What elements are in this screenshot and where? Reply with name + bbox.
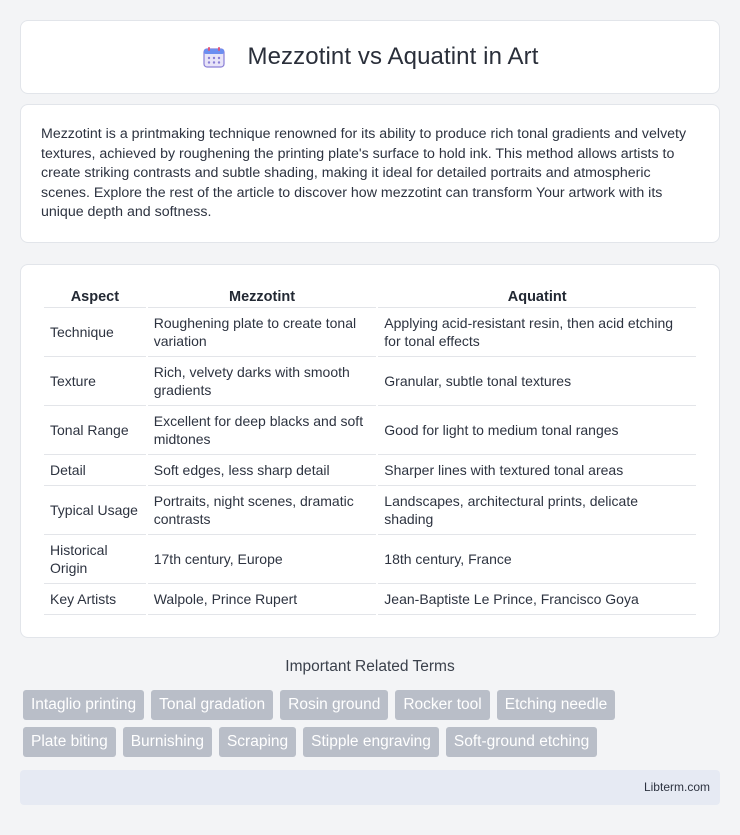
table-cell: Typical Usage [44, 486, 146, 535]
table-header: Mezzotint [148, 283, 377, 308]
table-cell: Granular, subtle tonal textures [378, 357, 696, 406]
table-cell: Jean-Baptiste Le Prince, Francisco Goya [378, 584, 696, 615]
table-header: Aquatint [378, 283, 696, 308]
related-term-tag[interactable]: Rocker tool [395, 690, 489, 720]
table-cell: 18th century, France [378, 535, 696, 584]
footer-site-link[interactable]: Libterm.com [643, 780, 710, 794]
table-cell: Applying acid-resistant resin, then acid etching for tonal effects [378, 308, 696, 357]
table-cell: Rich, velvety darks with smooth gradients [148, 357, 377, 406]
table-cell: Landscapes, architectural prints, delicate shading [378, 486, 696, 535]
intro-card [20, 104, 720, 243]
related-term-tag[interactable]: Plate biting [23, 727, 116, 757]
table-row [44, 486, 696, 535]
table-cell: Excellent for deep blacks and soft midtones [148, 406, 377, 455]
related-term-tag[interactable]: Soft-ground etching [446, 727, 597, 757]
table-cell: Good for light to medium tonal ranges [378, 406, 696, 455]
table-header: Aspect [44, 283, 146, 308]
table-row [44, 406, 696, 455]
table-cell: Tonal Range [44, 406, 146, 455]
calendar-icon [202, 45, 226, 69]
table-cell: Roughening plate to create tonal variation [148, 308, 377, 357]
comparison-card [20, 264, 720, 638]
related-term-tag[interactable]: Tonal gradation [151, 690, 273, 720]
related-term-tag[interactable]: Intaglio printing [23, 690, 144, 720]
table-cell: Portraits, night scenes, dramatic contrasts [148, 486, 377, 535]
table-cell: Key Artists [44, 584, 146, 615]
table-cell: 17th century, Europe [148, 535, 377, 584]
related-term-tag[interactable]: Rosin ground [280, 690, 388, 720]
comparison-table [42, 283, 698, 615]
table-row [44, 584, 696, 615]
related-terms-title: Important Related Terms [285, 658, 455, 675]
table-row [44, 455, 696, 486]
related-term-tag[interactable]: Burnishing [123, 727, 212, 757]
table-cell: Historical Origin [44, 535, 146, 584]
table-cell: Walpole, Prince Rupert [148, 584, 377, 615]
table-header-row [44, 283, 696, 308]
table-cell: Soft edges, less sharp detail [148, 455, 377, 486]
table-cell: Technique [44, 308, 146, 357]
page-title: Mezzotint vs Aquatint in Art [247, 43, 539, 70]
table-row [44, 357, 696, 406]
table-cell: Texture [44, 357, 146, 406]
intro-text: Mezzotint is a printmaking technique renowned for its ability to produce rich tonal gradients and velvety textures, achieved by roughening the printing plate's surface to hold ink. This method allows artists to create striking contrasts and subtle shading, making it ideal for detailed portraits and atmospheric scenes. Explore the rest of the article to discover how mezzotint can transform Your artwork with its unique depth and softness. [41, 126, 687, 221]
related-term-tag[interactable]: Stipple engraving [303, 727, 439, 757]
related-terms-list [23, 690, 713, 764]
table-row [44, 535, 696, 584]
footer [20, 770, 720, 805]
table-cell: Detail [44, 455, 146, 486]
related-term-tag[interactable]: Etching needle [497, 690, 616, 720]
table-row [44, 308, 696, 357]
table-cell: Sharper lines with textured tonal areas [378, 455, 696, 486]
related-term-tag[interactable]: Scraping [219, 727, 296, 757]
title-card [20, 20, 720, 94]
